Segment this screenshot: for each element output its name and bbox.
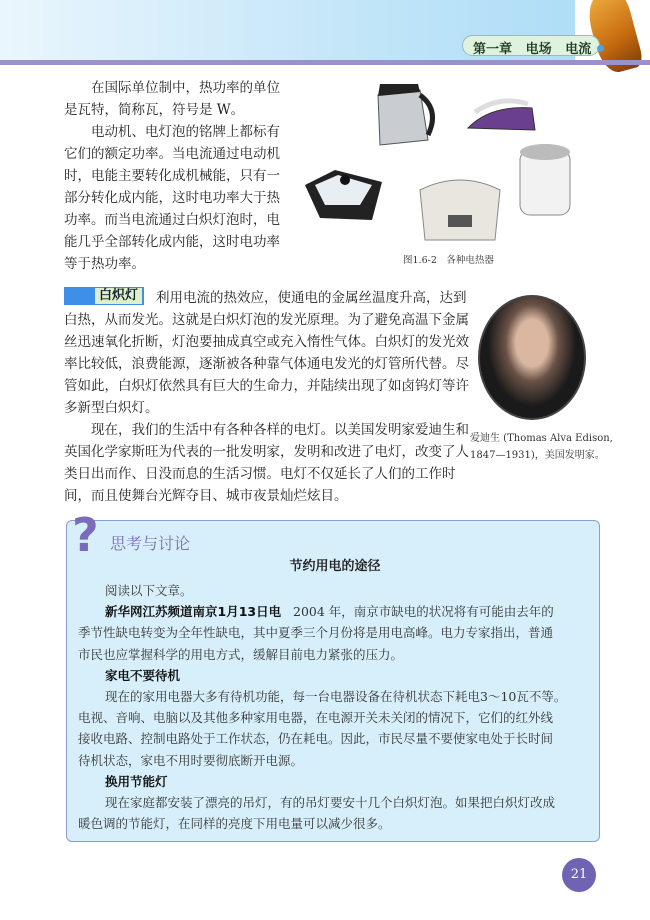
- dateline: 新华网江苏频道南京1月13日电: [105, 604, 282, 620]
- chapter-label: 第一章: [473, 42, 513, 57]
- text-line: 暖色调的节能灯，在同样的亮度下用电量可以减少很多。: [78, 816, 391, 832]
- text-line: 季节性缺电转变为全年性缺电，其中夏季三个月份将是用电高峰。电力专家指出，普通: [78, 625, 554, 641]
- text-line: 白热，从而发光。这就是白炽灯泡的发光原理。为了避免高温下金属: [64, 312, 469, 328]
- electric-heaters-figure: [300, 75, 610, 250]
- edison-portrait: [478, 295, 586, 420]
- kettle-image: [378, 84, 433, 145]
- iron-image: [468, 101, 535, 130]
- text-line: 能几乎全部转化成内能，这时电功率: [64, 234, 280, 250]
- question-mark-icon: ?: [72, 508, 99, 562]
- thermos-image: [520, 144, 570, 215]
- caption-line: 爱迪生 (Thomas Alva Edison,: [470, 433, 613, 444]
- text-line: 电动机、电灯泡的铭牌上都标有: [91, 124, 280, 140]
- text-line: 英国化学家斯旺为代表的一批发明家，发明和改进了电灯，改变了人: [64, 444, 469, 460]
- text-line: 时，电能主要转化成机械能，只有一: [64, 168, 280, 184]
- intro-paragraph: [64, 77, 280, 275]
- page-number: 21: [562, 858, 596, 892]
- text-line: 是瓦特，简称瓦，符号是 W。: [64, 102, 245, 118]
- text-line: 多新型白炽灯。: [64, 400, 159, 416]
- incandescent-paragraph: [64, 287, 469, 507]
- text-line: 率比较低，浪费能源，逐渐被各种靠气体通电发光的灯管所代替。尽: [64, 356, 469, 372]
- text-line: 利用电流的热效应，使通电的金属丝温度升高，达到: [156, 290, 467, 306]
- caption-line: 1847—1931)，美国发明家。: [470, 450, 605, 461]
- discussion-text: [78, 580, 566, 834]
- text-line: 丝迅速氧化折断，灯泡要抽成真空或充入惰性气体。白炽灯的发光效: [64, 334, 469, 350]
- discussion-title: 思考与讨论: [110, 534, 191, 553]
- text-line: 功率。而当电流通过白炽灯泡时，电: [64, 212, 280, 228]
- text-line: 阅读以下文章。: [105, 583, 193, 598]
- text-line: 等于热功率。: [64, 256, 145, 272]
- dot-icon: [597, 45, 604, 52]
- text-line: 它们的额定功率。当电流通过电动机: [64, 146, 280, 162]
- discussion-subtitle: 节约用电的途径: [289, 559, 381, 574]
- text-line: 电视、音响、电脑以及其他多种家用电器，在电源开关未关闭的情况下，它们的红外线: [78, 710, 554, 726]
- text-line: 在国际单位制中，热功率的单位: [91, 80, 280, 96]
- rice-cooker-image: [420, 180, 500, 240]
- text-line: 部分转化成内能，这时电功率大于热: [64, 190, 280, 206]
- chapter-badge: [462, 35, 600, 56]
- text-line: 现在的家用电器大多有待机功能，每一台电器设备在待机状态下耗电3～10瓦不等。: [105, 688, 567, 704]
- subheading: 家电不要待机: [105, 667, 181, 683]
- electric-skillet-image: [305, 170, 382, 220]
- header-divider: [0, 60, 650, 65]
- keyword-label: 白炽灯: [95, 288, 142, 304]
- text-line: 待机状态，家电不用时要彻底断开电源。: [78, 752, 304, 768]
- text-line: 2004 年，南京市缺电的状况将有可能由去年的: [293, 604, 554, 620]
- text-line: 类日出而作、日没而息的生活习惯。电灯不仅延长了人们的工作时: [64, 466, 456, 482]
- text-line: 间，而且使舞台光辉夺目、城市夜景灿烂炫目。: [64, 488, 348, 504]
- section-label: 电流: [565, 42, 592, 57]
- text-line: 市民也应掌握科学的用电方式，缓解目前电力紧张的压力。: [78, 646, 404, 662]
- section-label: 电场: [525, 42, 552, 57]
- text-line: 现在，我们的生活中有各种各样的电灯。以美国发明家爱迪生和: [91, 422, 469, 438]
- text-line: 管如此，白炽灯依然具有巨大的生命力，并陆续出现了如卤钨灯等许: [64, 378, 469, 394]
- figure-caption: 图1.6-2 各种电热器: [403, 255, 494, 266]
- keyword-tag: [64, 287, 144, 305]
- portrait-caption: [470, 430, 613, 464]
- subheading: 换用节能灯: [105, 773, 168, 789]
- text-line: 接收电路、控制电路处于工作状态，仍在耗电。因此，市民尽量不要使家电处于长时间: [78, 731, 554, 747]
- text-line: 现在家庭都安装了漂亮的吊灯，有的吊灯要安十几个白炽灯泡。如果把白炽灯改成: [105, 794, 556, 810]
